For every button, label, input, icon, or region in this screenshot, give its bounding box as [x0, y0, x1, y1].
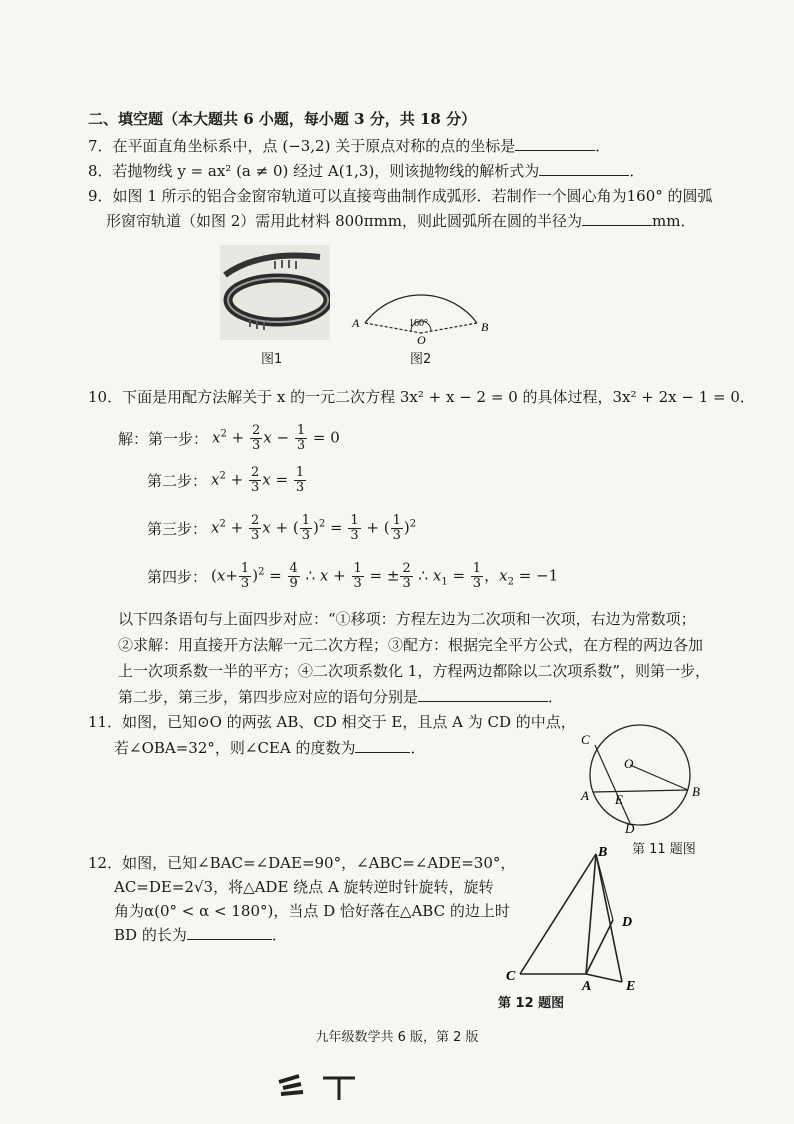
question-11-line1: [88, 711, 576, 732]
q10-para4-line: [118, 686, 563, 707]
figure-2-arc-diagram: [345, 265, 495, 345]
section-title: 二、填空题（本大题共 6 小题，每小题 3 分，共 18 分）: [88, 110, 477, 128]
q11-line2: 若∠OBA=32°，则∠CEA 的度数为: [114, 739, 356, 757]
figure-12-triangle-diagram: [500, 842, 650, 992]
q10-para4: 第二步，第三步，第四步应对应的语句分别是: [118, 688, 419, 706]
figure-1-rail-photo: [220, 245, 330, 340]
step3-label: 第三步：: [147, 520, 208, 538]
segment-be: [596, 854, 622, 982]
q11-end: ．: [410, 739, 426, 757]
question-11-line2: [114, 737, 426, 758]
figure-11-circle-diagram: [575, 720, 710, 835]
q7-text: 在平面直角坐标系中，点 (−3,2) 关于原点对称的点的坐标是: [112, 137, 516, 155]
label-e: E: [626, 979, 636, 992]
q10-step3: [147, 514, 416, 543]
label-a: A: [581, 788, 589, 803]
step2-equation: $x^2$ + $\frac{2}{3}$ x = $\frac{1}{3}$: [211, 465, 305, 495]
point-o-label: O: [417, 333, 426, 345]
q10-para2: ②求解：用直接开方法解一元二次方程；③配方：根据完全平方公式，在方程的两边各加: [118, 636, 704, 654]
q8-end: ．: [629, 162, 645, 180]
q8-text: 若抛物线 y = ax² (a ≠ 0) 经过 A(1,3)，则该抛物线的解析式为: [112, 162, 540, 180]
question-10: [88, 386, 755, 407]
label-b: B: [692, 784, 700, 799]
q10-step1: [118, 424, 340, 453]
step1-label: 解：第一步：: [118, 430, 209, 448]
q10-para1: 以下四条语句与上面四步对应：“①移项：方程左边为二次项和一次项，右边为常数项；: [118, 610, 696, 628]
question-8: [88, 160, 644, 181]
q10-answer-blank[interactable]: [418, 687, 548, 702]
question-9-line1: [88, 185, 713, 206]
step4-equation: (x+ $\frac{1}{3}$ )$^2$ = $\frac{4}{9}$ ∴ x + $\frac{1}{3}$ = ± $\frac{2}{3}$ ∴ $x_1$ = $\frac{1}{3}$ ，$x_2 = -1$: [211, 561, 559, 591]
point-a-label: A: [352, 316, 360, 330]
step2-label: 第二步：: [147, 472, 208, 490]
q7-end: ．: [595, 137, 611, 155]
q10-end: ．: [548, 688, 564, 706]
q8-number: 8．: [88, 162, 113, 180]
segment-bd: [596, 854, 613, 920]
label-a: A: [582, 979, 592, 992]
q9-answer-blank[interactable]: [582, 211, 652, 226]
circle-o: [590, 725, 690, 825]
segment-ob: [630, 765, 688, 790]
q10-para3: 上一次项系数一半的平方；④二次项系数化 1，方程两边都除以二次项系数”，则第一步，: [118, 662, 710, 680]
side-ae: [586, 974, 622, 982]
q12-line2: AC=DE=2√3，将△ADE 绕点 A 旋转逆时针旋转，旋转: [114, 878, 494, 896]
q12-end: ．: [271, 926, 287, 944]
q12-line1: 如图，已知∠BAC=∠DAE=90°，∠ABC=∠ADE=30°，: [122, 854, 516, 872]
q9-number: 9．: [88, 187, 113, 205]
q9-unit: mm．: [652, 212, 696, 230]
question-7: [88, 135, 610, 156]
side-cb: [520, 854, 596, 974]
q11-answer-blank[interactable]: [355, 738, 410, 753]
q10-step4: [147, 562, 558, 591]
q11-caption: 第 11 题图: [632, 842, 696, 857]
q12-line4: BD 的长为: [114, 926, 187, 944]
step4-label: 第四步：: [147, 568, 208, 586]
label-c: C: [506, 969, 516, 984]
label-o: O: [624, 756, 634, 771]
label-d: D: [625, 821, 635, 835]
figure-1-caption: 图1: [261, 352, 283, 367]
q10-text: 下面是用配方法解关于 x 的一元二次方程 3x² + x − 2 = 0 的具体过程，3x² + 2x − 1 = 0．: [122, 388, 755, 406]
question-9-line2: [106, 210, 695, 231]
question-12-line4: [114, 924, 287, 945]
q9-line1: 如图 1 所示的铝合金窗帘轨道可以直接弯曲制作成弧形．若制作一个圆心角为160° 的圆弧: [112, 187, 713, 205]
q10-step2: [147, 466, 307, 495]
q12-answer-blank[interactable]: [187, 925, 272, 940]
q9-line2: 形窗帘轨道（如图 2）需用此材料 800πmm，则此圆弧所在圆的半径为: [106, 212, 583, 230]
label-d: D: [622, 915, 633, 930]
q8-answer-blank[interactable]: [539, 161, 629, 176]
step3-equation: $x^2$ + $\frac{2}{3}$ x + ( $\frac{1}{3}$ )$^2$ = $\frac{1}{3}$ + ( $\frac{1}{3}$ )$^2$: [211, 513, 417, 543]
q12-caption: 第 12 题图: [498, 996, 565, 1011]
page-footer: 九年级数学共 6 版，第 2 版: [315, 1030, 479, 1045]
scan-artifact-marks: [275, 1068, 365, 1104]
label-e: E: [615, 792, 623, 807]
chord-ab: [593, 790, 688, 792]
q7-answer-blank[interactable]: [515, 136, 595, 151]
q7-number: 7．: [88, 137, 113, 155]
q10-number: 10．: [88, 388, 123, 406]
q11-line1: 如图，已知⊙O 的两弦 AB、CD 相交于 E，且点 A 为 CD 的中点，: [122, 713, 576, 731]
question-12-line1: [88, 852, 515, 873]
q11-number: 11．: [88, 713, 123, 731]
label-c: C: [581, 732, 590, 747]
figure-2-caption: 图2: [410, 352, 432, 367]
q12-number: 12．: [88, 854, 123, 872]
step1-equation: $x^2$ + $\frac{2}{3}$ x − $\frac{1}{3}$ = 0: [212, 423, 340, 453]
label-b: B: [598, 845, 608, 860]
point-b-label: B: [481, 320, 489, 334]
angle-label: 160°: [409, 318, 428, 329]
q12-line3: 角为α(0° < α < 180°)，当点 D 恰好落在△ABC 的边上时: [114, 902, 510, 920]
